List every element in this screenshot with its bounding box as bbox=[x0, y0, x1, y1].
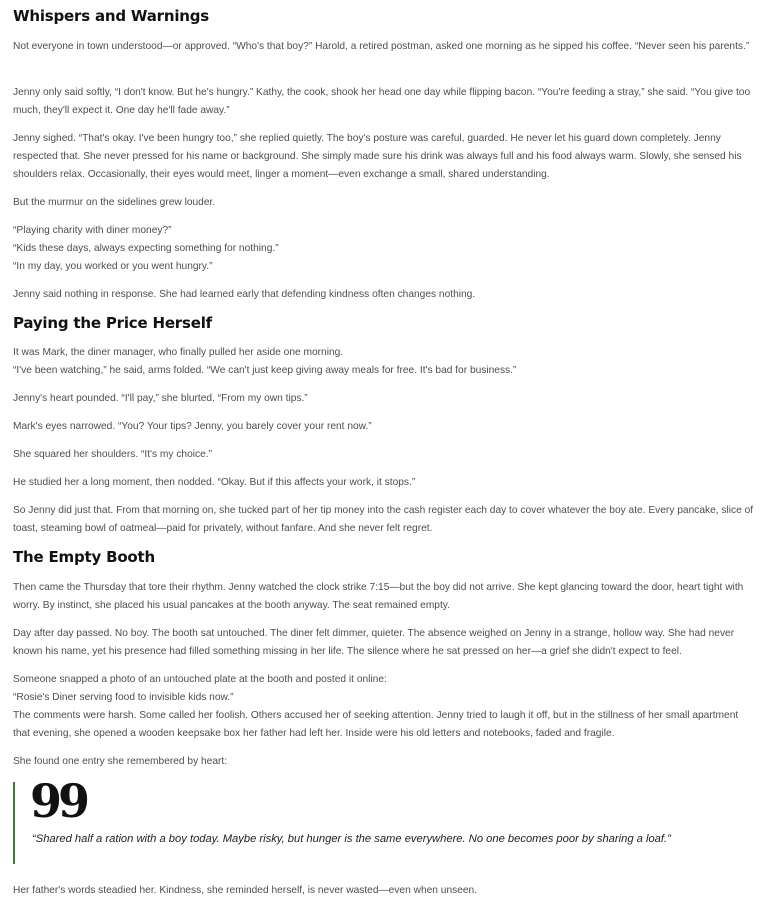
paragraph bbox=[13, 882, 758, 900]
paragraph bbox=[13, 194, 758, 212]
paragraph bbox=[13, 222, 758, 276]
paragraph-text: It was Mark, the diner manager, who finally pulled her aside one morning. “I've been watching,” he said, arms folded. “We can't just keep giving away meals for free. It's bad for business.” bbox=[13, 347, 517, 376]
quote-text: “Shared half a ration with a boy today. Maybe risky, but hunger is the same everywhere. No one becomes poor by sharing a loaf.” bbox=[32, 833, 671, 845]
paragraph bbox=[13, 753, 758, 771]
paragraph-text: Jenny said nothing in response. She had learned early that defending kindness often changes nothing. bbox=[13, 289, 476, 300]
paragraph-text: “Playing charity with diner money?” “Kids these days, always expecting something for nothing.” “In my day, you worked or you went hungry.” bbox=[13, 225, 279, 272]
paragraph-text: Jenny sighed. “That's okay. I've been hungry too,” she replied quietly. The boy's posture was careful, guarded. He never let his guard down completely. Jenny respected that. She never pressed for his name or background. She simply made sure his drink was always full and his food always warm. Slowly, she sensed his shoulders relax. Occasionally, their eyes would meet, linger a moment—even exchange a small, shared understanding. bbox=[13, 133, 742, 180]
paragraph bbox=[13, 418, 758, 436]
section-heading-empty-booth: The Empty Booth bbox=[13, 548, 155, 566]
paragraph-text: So Jenny did just that. From that morning on, she tucked part of her tip money into the cash register each day to cover whatever the boy ate. Every pancake, slice of toast, steaming bowl of oatmeal—paid for privately, without fanfare. And she never felt regret. bbox=[13, 505, 754, 534]
paragraph bbox=[13, 671, 758, 743]
paragraph bbox=[13, 130, 758, 184]
paragraph-text: She found one entry she remembered by heart: bbox=[13, 756, 228, 767]
section-heading-paying: Paying the Price Herself bbox=[13, 314, 212, 332]
closing-text: Her father's words steadied her. Kindness, she reminded herself, is never wasted—even when unseen. bbox=[13, 885, 478, 896]
paragraph-text: He studied her a long moment, then nodded. “Okay. But if this affects your work, it stops.” bbox=[13, 477, 416, 488]
blockquote bbox=[13, 774, 760, 864]
paragraph-text: Jenny only said softly, “I don't know. But he's hungry.” Kathy, the cook, shook her head one day while flipping bacon. “You're feeding a stray,” she said. “You give too much, they'll expect it. One day he'll fade away.” bbox=[13, 87, 751, 116]
paragraph-text: Someone snapped a photo of an untouched plate at the booth and posted it online: “Rosie's Diner serving food to invisible kids now.” The comments were harsh. Some called her foolish. Others accused her of seeking attention. Jenny tried to laugh it off, but in the stillness of her small apartment that evening, she opened a wooden keepsake box her father had left her. Inside were his old letters and notebooks, faded and fragile. bbox=[13, 674, 739, 739]
paragraph-text: Jenny's heart pounded. “I'll pay,” she blurted. “From my own tips.” bbox=[13, 393, 308, 404]
paragraph bbox=[13, 390, 758, 408]
paragraph-text: Mark's eyes narrowed. “You? Your tips? Jenny, you barely cover your rent now.” bbox=[13, 421, 372, 432]
paragraph bbox=[13, 38, 758, 56]
paragraph-text: Then came the Thursday that tore their rhythm. Jenny watched the clock strike 7:15—but the boy did not arrive. She kept glancing toward the door, heart tight with worry. By instinct, she placed his usual pancakes at the booth anyway. The seat remained empty. bbox=[13, 582, 744, 611]
paragraph bbox=[13, 474, 758, 492]
paragraph bbox=[13, 579, 758, 615]
paragraph bbox=[13, 286, 758, 304]
paragraph bbox=[13, 446, 758, 464]
paragraph bbox=[13, 84, 758, 120]
paragraph bbox=[13, 502, 758, 538]
closing-quote-icon: 99 bbox=[30, 774, 87, 828]
paragraph-text: Day after day passed. No boy. The booth sat untouched. The diner felt dimmer, quieter. The absence weighed on Jenny in a strange, hollow way. She had never known his name, yet his presence had filled something missing in her life. The silence where he sat pressed on her—a grief she didn't expect to feel. bbox=[13, 628, 735, 657]
paragraph-text: But the murmur on the sidelines grew louder. bbox=[13, 197, 216, 208]
paragraph bbox=[13, 344, 758, 380]
paragraph-text: She squared her shoulders. “It's my choice.” bbox=[13, 449, 212, 460]
section-heading-whispers: Whispers and Warnings bbox=[13, 7, 210, 25]
paragraph bbox=[13, 625, 758, 661]
paragraph-text: Not everyone in town understood—or approved. “Who's that boy?” Harold, a retired postman, asked one morning as he sipped his coffee. “Never seen his parents.” bbox=[13, 41, 750, 52]
